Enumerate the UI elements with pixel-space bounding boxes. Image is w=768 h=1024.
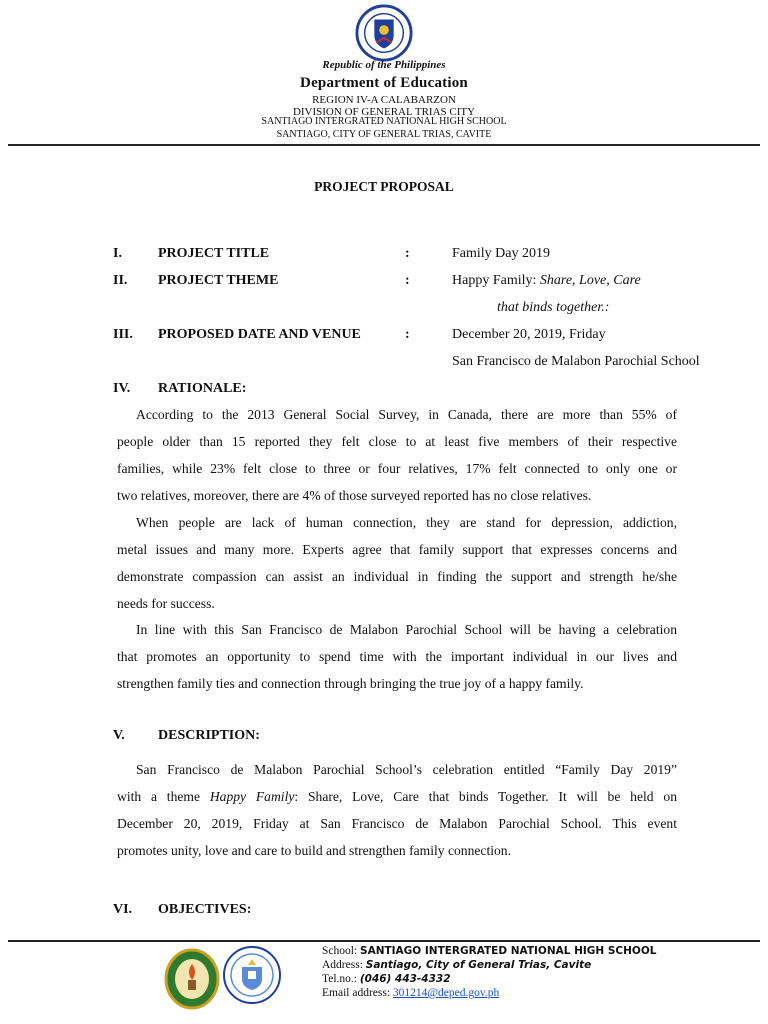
department-text: Department of Education bbox=[300, 75, 468, 91]
footer-address bbox=[322, 959, 591, 971]
footer-school bbox=[322, 945, 656, 957]
rationale-p2-line: needs for success. bbox=[117, 596, 215, 611]
rationale-p3-line: In line with this San Francisco de Malabon Parochial School will be having a celebration bbox=[136, 622, 677, 637]
project-theme-value-line2 bbox=[497, 300, 609, 316]
description-line: San Francisco de Malabon Parochial School’s celebration entitled “Family Day 2019” bbox=[136, 762, 677, 777]
description-line: promotes unity, love and care to build and strengthen family connection. bbox=[117, 843, 511, 858]
footer-address-value: Santiago, City of General Trias, Cavite bbox=[365, 959, 592, 971]
proposed-date-value: December 20, 2019, Friday bbox=[452, 327, 606, 342]
footer-divider bbox=[8, 940, 760, 942]
rationale-p3-line: that promotes an opportunity to spend time with the important individual in our lives and bbox=[117, 649, 677, 664]
rationale-paragraph-2 bbox=[117, 509, 677, 617]
footer-email-label: Email address: bbox=[322, 987, 393, 999]
rationale-p2-line: demonstrate compassion can assist an individual in finding the support and strength he/she bbox=[117, 569, 677, 584]
description-line bbox=[117, 783, 677, 810]
proposed-venue-value: San Francisco de Malabon Parochial School bbox=[452, 354, 700, 369]
description-heading: DESCRIPTION: bbox=[158, 728, 260, 743]
item-ii-number: II. bbox=[113, 273, 128, 288]
item-iv-number: IV. bbox=[113, 381, 131, 396]
division-text: DIVISION OF GENERAL TRIAS CITY bbox=[292, 106, 476, 118]
footer-tel-value: (046) 443-4332 bbox=[359, 973, 451, 985]
rationale-p1-line: families, while 23% felt close to three or four relatives, 17% felt connected to only one or bbox=[117, 461, 677, 476]
description-l2-pre: with a theme bbox=[117, 789, 210, 804]
division-logo bbox=[222, 945, 282, 1005]
footer-email bbox=[322, 987, 499, 999]
description-l2-post: : Share, Love, Care that binds Together. It will be held on bbox=[294, 789, 677, 804]
item-v-number: V. bbox=[113, 728, 125, 743]
rationale-p1-line: According to the 2013 General Social Survey, in Canada, there are more than 55% of bbox=[136, 407, 677, 422]
item-i-colon: : bbox=[405, 246, 410, 261]
description-line: December 20, 2019, Friday at San Francisco de Malabon Parochial School. This event bbox=[117, 816, 677, 831]
rationale-paragraph-1 bbox=[117, 401, 677, 509]
description-paragraph bbox=[117, 756, 677, 864]
rationale-heading: RATIONALE: bbox=[158, 381, 247, 396]
footer-address-label: Address: bbox=[322, 959, 366, 971]
project-title-value: Family Day 2019 bbox=[452, 246, 550, 261]
rationale-paragraph-3 bbox=[117, 616, 677, 697]
item-ii-label: PROJECT THEME bbox=[158, 273, 279, 288]
rationale-p2-line: metal issues and many more. Experts agree that family support that expresses concerns and bbox=[117, 542, 677, 557]
school-logo bbox=[164, 948, 220, 1010]
footer-tel bbox=[322, 973, 451, 985]
theme-italic-line2: that binds together.: bbox=[497, 300, 610, 315]
rationale-p1-line: people older than 15 reported they felt close to at least five members of their respective bbox=[117, 434, 677, 449]
item-i-label: PROJECT TITLE bbox=[158, 246, 270, 261]
school-header-text: SANTIAGO INTERGRATED NATIONAL HIGH SCHOOL bbox=[261, 116, 507, 127]
item-i-number: I. bbox=[113, 246, 122, 261]
theme-italic: Share, Love, Care bbox=[539, 273, 641, 288]
region-text: REGION IV-A CALABARZON bbox=[312, 94, 456, 106]
footer-school-value: SANTIAGO INTERGRATED NATIONAL HIGH SCHOOL bbox=[360, 945, 657, 957]
deped-seal-logo bbox=[355, 4, 413, 62]
rationale-p1-line: two relatives, moreover, there are 4% of those surveyed reported has no close relatives. bbox=[117, 488, 592, 503]
item-iii-label: PROPOSED DATE AND VENUE bbox=[158, 327, 361, 342]
item-ii-colon: : bbox=[405, 273, 410, 288]
footer-tel-label: Tel.no.: bbox=[322, 973, 360, 985]
project-theme-value bbox=[452, 273, 641, 289]
theme-prefix: Happy Family: bbox=[452, 273, 540, 288]
school-address-text: SANTIAGO, CITY OF GENERAL TRIAS, CAVITE bbox=[276, 129, 492, 140]
rationale-p2-line: When people are lack of human connection, they are stand for depression, addiction, bbox=[136, 515, 677, 530]
header-divider bbox=[8, 144, 760, 146]
republic-text: Republic of the Philippines bbox=[322, 59, 446, 71]
rationale-p3-line: strengthen family ties and connection through bringing the true joy of a happy family. bbox=[117, 676, 584, 691]
document-title: PROJECT PROPOSAL bbox=[314, 179, 454, 194]
objectives-heading: OBJECTIVES: bbox=[158, 902, 252, 917]
description-l2-italic: Happy Family bbox=[209, 789, 295, 804]
item-iii-colon: : bbox=[405, 327, 410, 342]
email-link[interactable]: 301214@deped.gov.ph bbox=[392, 987, 500, 999]
footer-school-label: School: bbox=[322, 945, 361, 957]
item-vi-number: VI. bbox=[113, 902, 133, 917]
item-iii-number: III. bbox=[113, 327, 133, 342]
